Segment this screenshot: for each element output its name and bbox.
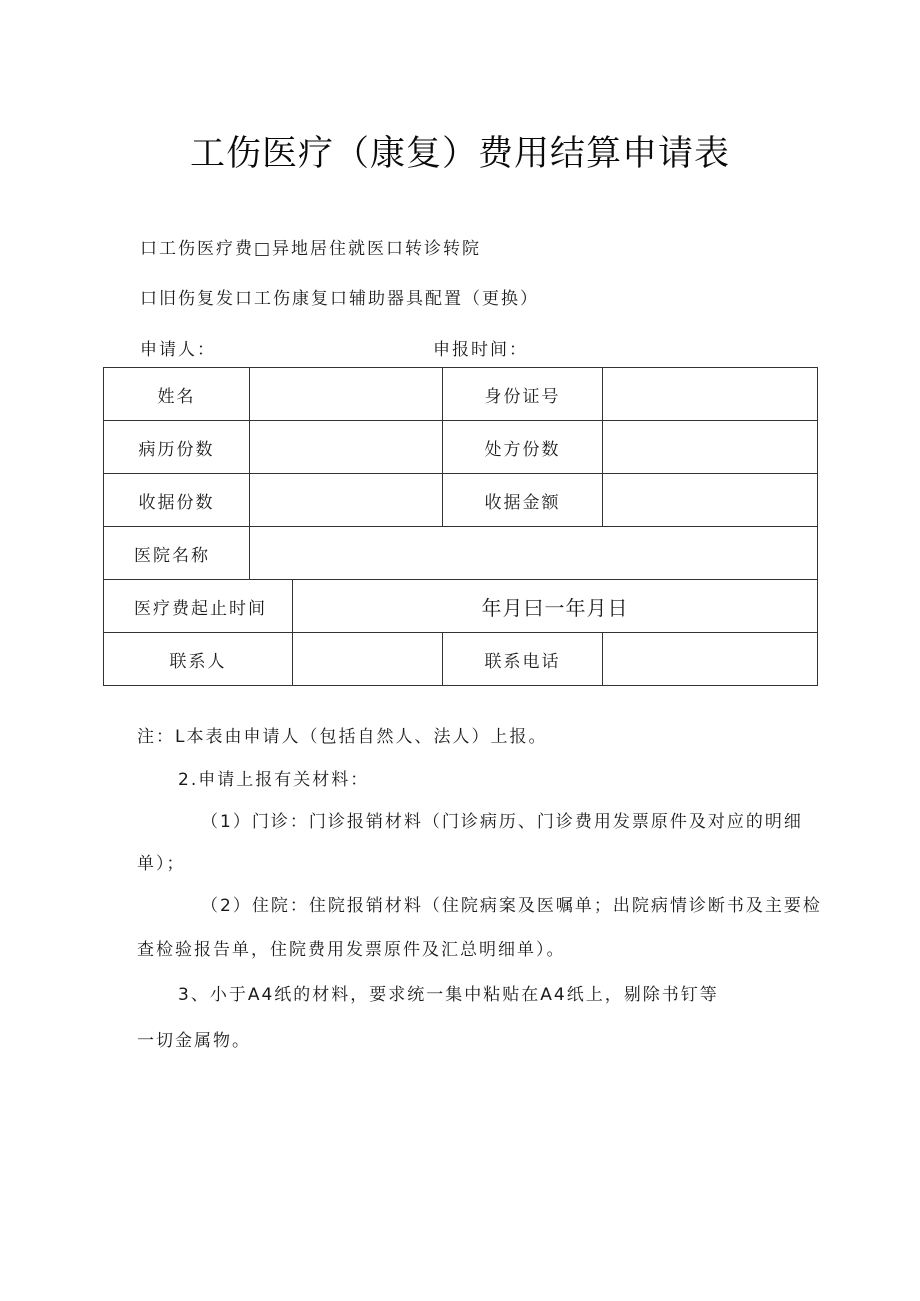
note-item-2-inpatient: （2）住院：住院报销材料（住院病案及医嘱单；出院病情诊断书及主要检 xyxy=(201,896,822,916)
table-row xyxy=(104,368,818,421)
contact-phone-field[interactable] xyxy=(603,633,818,686)
contact-phone-label: 联系电话 xyxy=(443,633,603,686)
applicant-label: 申请人： xyxy=(140,340,216,360)
name-field[interactable] xyxy=(250,368,443,421)
receipt-amount-label: 收据金额 xyxy=(443,474,603,527)
table-row xyxy=(104,633,818,686)
claim-type-options-row-1[interactable]: 口工伤医疗费□异地居住就医口转诊转院 xyxy=(140,239,482,259)
treatment-period-label: 医疗费起止时间 xyxy=(104,580,293,633)
medical-records-count-field[interactable] xyxy=(250,421,443,474)
prescription-count-field[interactable] xyxy=(603,421,818,474)
note-item-2-outpatient: （1）门诊：门诊报销材料（门诊病历、门诊费用发票原件及对应的明细 xyxy=(201,812,803,832)
name-label: 姓名 xyxy=(104,368,250,421)
table-row xyxy=(104,580,818,633)
note-item-1: 注：L本表由申请人（包括自然人、法人）上报。 xyxy=(137,727,548,747)
note-item-3-continued: 一切金属物。 xyxy=(137,1031,251,1051)
treatment-period-field[interactable]: 年月曰一年月日 xyxy=(293,580,818,633)
note-item-3: 3、小于A4纸的材料，要求统一集中粘贴在A4纸上，剔除书钉等 xyxy=(178,985,719,1005)
receipt-count-label: 收据份数 xyxy=(104,474,250,527)
page-title: 工伤医疗（康复）费用结算申请表 xyxy=(189,134,730,174)
report-time-label: 申报时间： xyxy=(433,340,528,360)
note-item-2-inpatient-continued: 查检验报告单，住院费用发票原件及汇总明细单）。 xyxy=(137,940,566,960)
note-item-2: 2.申请上报有关材料： xyxy=(178,770,370,790)
receipt-amount-field[interactable] xyxy=(603,474,818,527)
application-form-table xyxy=(103,367,818,686)
table-row xyxy=(104,527,818,580)
table-row xyxy=(104,421,818,474)
contact-person-label: 联系人 xyxy=(104,633,293,686)
contact-person-field[interactable] xyxy=(293,633,443,686)
note-item-2-outpatient-continued: 单）； xyxy=(137,854,186,874)
hospital-name-label: 医院名称 xyxy=(104,527,250,580)
table-row xyxy=(104,474,818,527)
receipt-count-field[interactable] xyxy=(250,474,443,527)
id-number-field[interactable] xyxy=(603,368,818,421)
id-number-label: 身份证号 xyxy=(443,368,603,421)
medical-records-count-label: 病历份数 xyxy=(104,421,250,474)
prescription-count-label: 处方份数 xyxy=(443,421,603,474)
claim-type-options-row-2[interactable]: 口旧伤复发口工伤康复口辅助器具配置（更换） xyxy=(140,289,539,309)
hospital-name-field[interactable] xyxy=(250,527,818,580)
